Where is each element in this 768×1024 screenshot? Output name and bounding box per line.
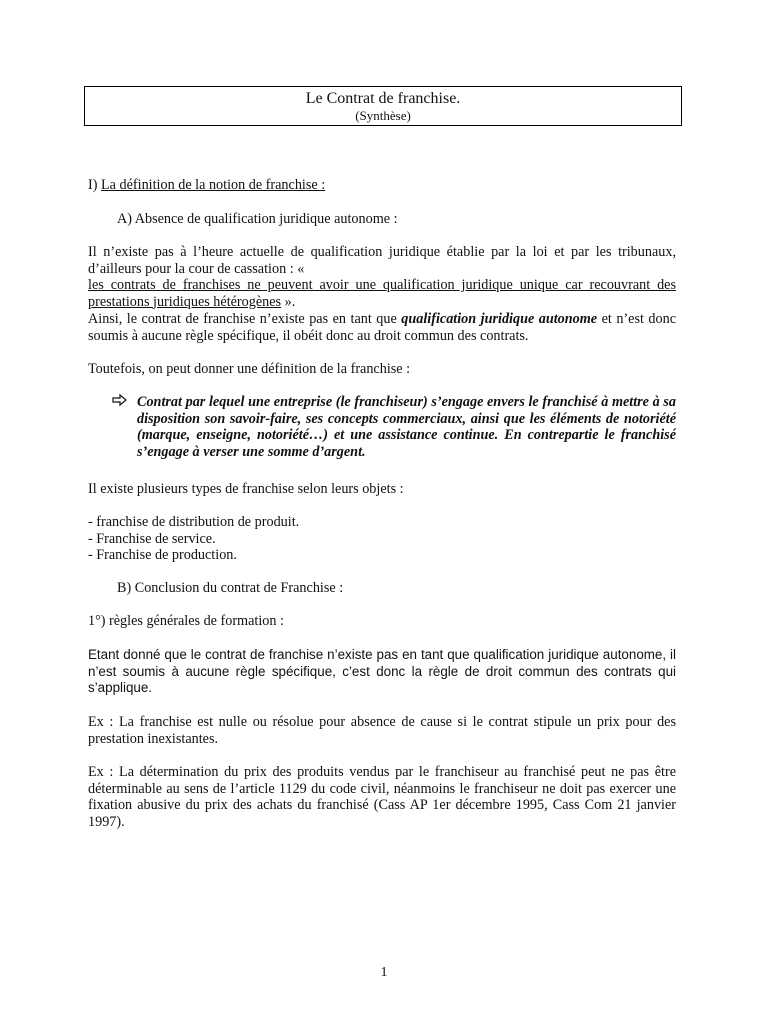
- paragraph-qualification: [88, 244, 676, 310]
- cassation-quote: les contrats de franchises ne peuvent avoir une qualification juridique unique car recouvrant des prestations juridiques hétérogènes: [88, 277, 676, 310]
- example-cause: Ex : La franchise est nulle ou résolue pour absence de cause si le contrat stipule un prix pour des prestation inexistantes.: [88, 714, 676, 747]
- paragraph-text: Il n’existe pas à l’heure actuelle de qualification juridique établie par la loi et par les tribunaux, d’ailleurs pour la cour de cassation : «: [88, 244, 676, 277]
- rule-heading: 1°) règles générales de formation :: [88, 613, 284, 629]
- paragraph-text: Ainsi, le contrat de franchise n’existe pas en tant que: [88, 311, 402, 327]
- page-number: 1: [380, 965, 388, 980]
- subsection-heading-a: A) Absence de qualification juridique autonome :: [117, 211, 398, 227]
- emphasis-text: qualification juridique autonome: [401, 311, 598, 327]
- right-arrow-icon: [112, 393, 128, 407]
- paragraph-definition-intro: Toutefois, on peut donner une définition de la franchise :: [88, 361, 411, 377]
- list-item: - Franchise de production.: [88, 547, 237, 563]
- paragraph-text-end: et n’est donc soumis à aucune règle spécifique, il obéit donc au droit commun des contrats.: [88, 311, 676, 344]
- quote-end: ».: [281, 293, 296, 310]
- document-subtitle: (Synthèse): [355, 108, 411, 123]
- section-prefix: I): [88, 177, 101, 193]
- subsection-heading-b: B) Conclusion du contrat de Franchise :: [117, 580, 344, 596]
- title-box: [84, 86, 682, 126]
- list-item: - Franchise de service.: [88, 530, 216, 547]
- example-price: Ex : La détermination du prix des produits vendus par le franchiseur au franchisé peut ne pas être déterminable au sens de l’article 1129 du code civil, néanmoins le franchiseur ne doit pas exercer une fixation abusive du prix des achats du franchisé (Cass AP 1er décembre 1995, Cass Com 21 janvier 1997).: [88, 764, 676, 830]
- paragraph-types-intro: Il existe plusieurs types de franchise selon leurs objets :: [88, 481, 404, 497]
- paragraph-autonomy: [88, 311, 676, 344]
- section-title: La définition de la notion de franchise :: [101, 177, 326, 193]
- document-title: Le Contrat de franchise.: [305, 90, 461, 107]
- section-heading-1: [88, 177, 676, 194]
- franchise-definition: Contrat par lequel une entreprise (le franchiseur) s’engage envers le franchisé à mettre à sa disposition son savoir-faire, ses concepts commerciaux, ainsi que les éléments de notoriété (marque, enseigne, notoriété…) et une assistance continue. En contrepartie le franchisé s’engage à verser une somme d’argent.: [137, 394, 676, 460]
- paragraph-general-rules: Etant donné que le contrat de franchise n’existe pas en tant que qualification juridique autonome, il n’est soumis à aucune règle spécifique, c’est donc la règle de droit commun des contrats qui s’applique.: [88, 647, 676, 695]
- list-item: - franchise de distribution de produit.: [88, 514, 300, 530]
- franchise-types-list: [88, 514, 676, 564]
